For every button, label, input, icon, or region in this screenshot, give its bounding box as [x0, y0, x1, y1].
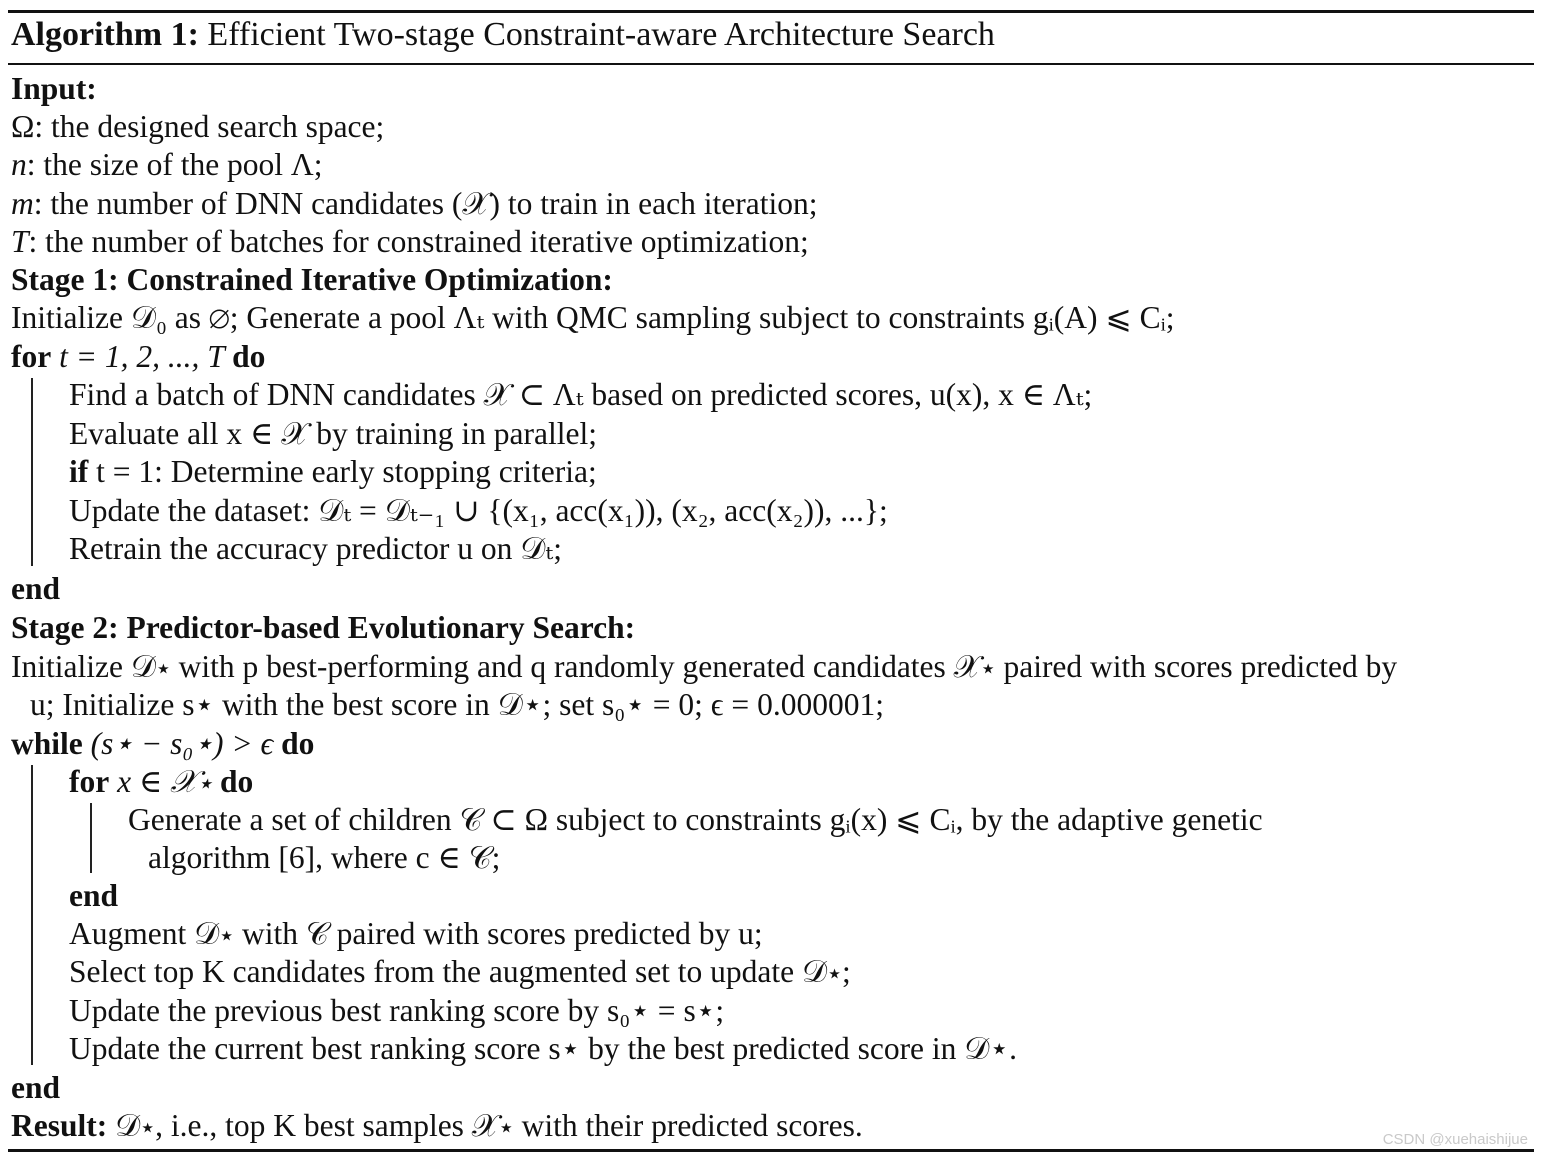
inner-step-line1: Generate a set of children 𝒞 ⊂ Ω subject to constraints gᵢ(x) ⩽ Cᵢ, by the adaptive genetic [128, 802, 1263, 837]
algorithm-title-text: Efficient Two-stage Constraint-aware Architecture Search [207, 16, 995, 53]
stage2-heading: Stage 2: Predictor-based Evolutionary Search: [11, 610, 636, 645]
stage1-end: end [11, 571, 61, 606]
stage1-step: Evaluate all x ∈ 𝒳 by training in parallel; [69, 416, 597, 451]
stage2-end: end [11, 1070, 61, 1105]
stage2-step: Update the previous best ranking score by s₀⋆ = s⋆; [69, 993, 725, 1028]
input-symbol: m [11, 186, 34, 221]
input-symbol: n [11, 147, 27, 182]
input-item [11, 108, 384, 146]
bottom-rule [8, 1149, 1534, 1152]
inner-for-line [69, 763, 253, 801]
input-heading: Input: [11, 71, 97, 106]
stage1-if-line [69, 453, 597, 491]
stage2-init-line1: Initialize 𝒟⋆ with p best-performing and q randomly generated candidates 𝒳⋆ paired with scores predicted by [11, 649, 1398, 684]
stage1-heading: Stage 1: Constrained Iterative Optimization: [11, 262, 613, 297]
do-keyword: do [219, 764, 254, 799]
for-keyword: for [69, 764, 110, 799]
for-expression: x ∈ 𝒳⋆ [109, 764, 220, 799]
stage2-step: Update the current best ranking score s⋆ by the best predicted score in 𝒟⋆. [69, 1031, 1018, 1066]
input-symbol: Ω [11, 109, 35, 144]
title-rule [8, 63, 1534, 65]
for-keyword: for [11, 339, 52, 374]
watermark: CSDN @xuehaishijue [1382, 1131, 1528, 1148]
input-text: : the number of DNN candidates (𝒳) to train in each iteration; [33, 186, 818, 221]
do-keyword: do [232, 339, 266, 374]
result-line [11, 1107, 863, 1145]
stage1-for-line [11, 338, 265, 376]
input-item [11, 146, 323, 184]
stage2-init-line2: u; Initialize s⋆ with the best score in 𝒟⋆; set s₀⋆ = 0; ϵ = 0.000001; [30, 687, 884, 722]
inner-step-line2: algorithm [6], where c ∈ 𝒞; [148, 840, 501, 875]
stage1-step: Update the dataset: 𝒟ₜ = 𝒟ₜ₋₁ ∪ {(x₁, acc(x₁)), (x₂, acc(x₂)), ...}; [69, 493, 888, 528]
top-rule [8, 10, 1534, 13]
if-condition: t = 1: Determine early stopping criteria; [88, 454, 597, 489]
inner-block-bar [90, 803, 92, 873]
result-label: Result: [11, 1108, 108, 1143]
stage1-step: Find a batch of DNN candidates 𝒳 ⊂ Λₜ based on predicted scores, u(x), x ∈ Λₜ; [69, 377, 1093, 412]
stage1-step: Retrain the accuracy predictor u on 𝒟ₜ; [69, 531, 562, 566]
stage2-block-bar [31, 765, 33, 1065]
stage2-while-line [11, 725, 314, 763]
input-item [11, 223, 809, 261]
result-text: 𝒟⋆, i.e., top K best samples 𝒳⋆ with their predicted scores. [107, 1108, 863, 1143]
for-expression: t = 1, 2, ..., T [51, 339, 233, 374]
inner-end: end [69, 878, 119, 913]
input-text: : the designed search space; [34, 109, 385, 144]
stage2-step: Select top K candidates from the augmented set to update 𝒟⋆; [69, 954, 851, 989]
if-keyword: if [69, 454, 89, 489]
do-keyword: do [281, 726, 315, 761]
stage1-init: Initialize 𝒟₀ as ∅; Generate a pool Λₜ with QMC sampling subject to constraints gᵢ(A) ⩽ Cᵢ; [11, 300, 1175, 335]
input-item [11, 185, 817, 223]
while-condition: (s⋆ − s₀⋆) > ϵ [82, 726, 282, 761]
input-text: : the number of batches for constrained iterative optimization; [28, 224, 809, 259]
input-symbol: T [11, 224, 29, 259]
algorithm-label: Algorithm 1: [11, 16, 199, 53]
stage1-block-bar [31, 378, 33, 566]
stage2-step: Augment 𝒟⋆ with 𝒞 paired with scores predicted by u; [69, 916, 763, 951]
while-keyword: while [11, 726, 83, 761]
algorithm-title [11, 14, 995, 56]
input-text: : the size of the pool Λ; [26, 147, 323, 182]
